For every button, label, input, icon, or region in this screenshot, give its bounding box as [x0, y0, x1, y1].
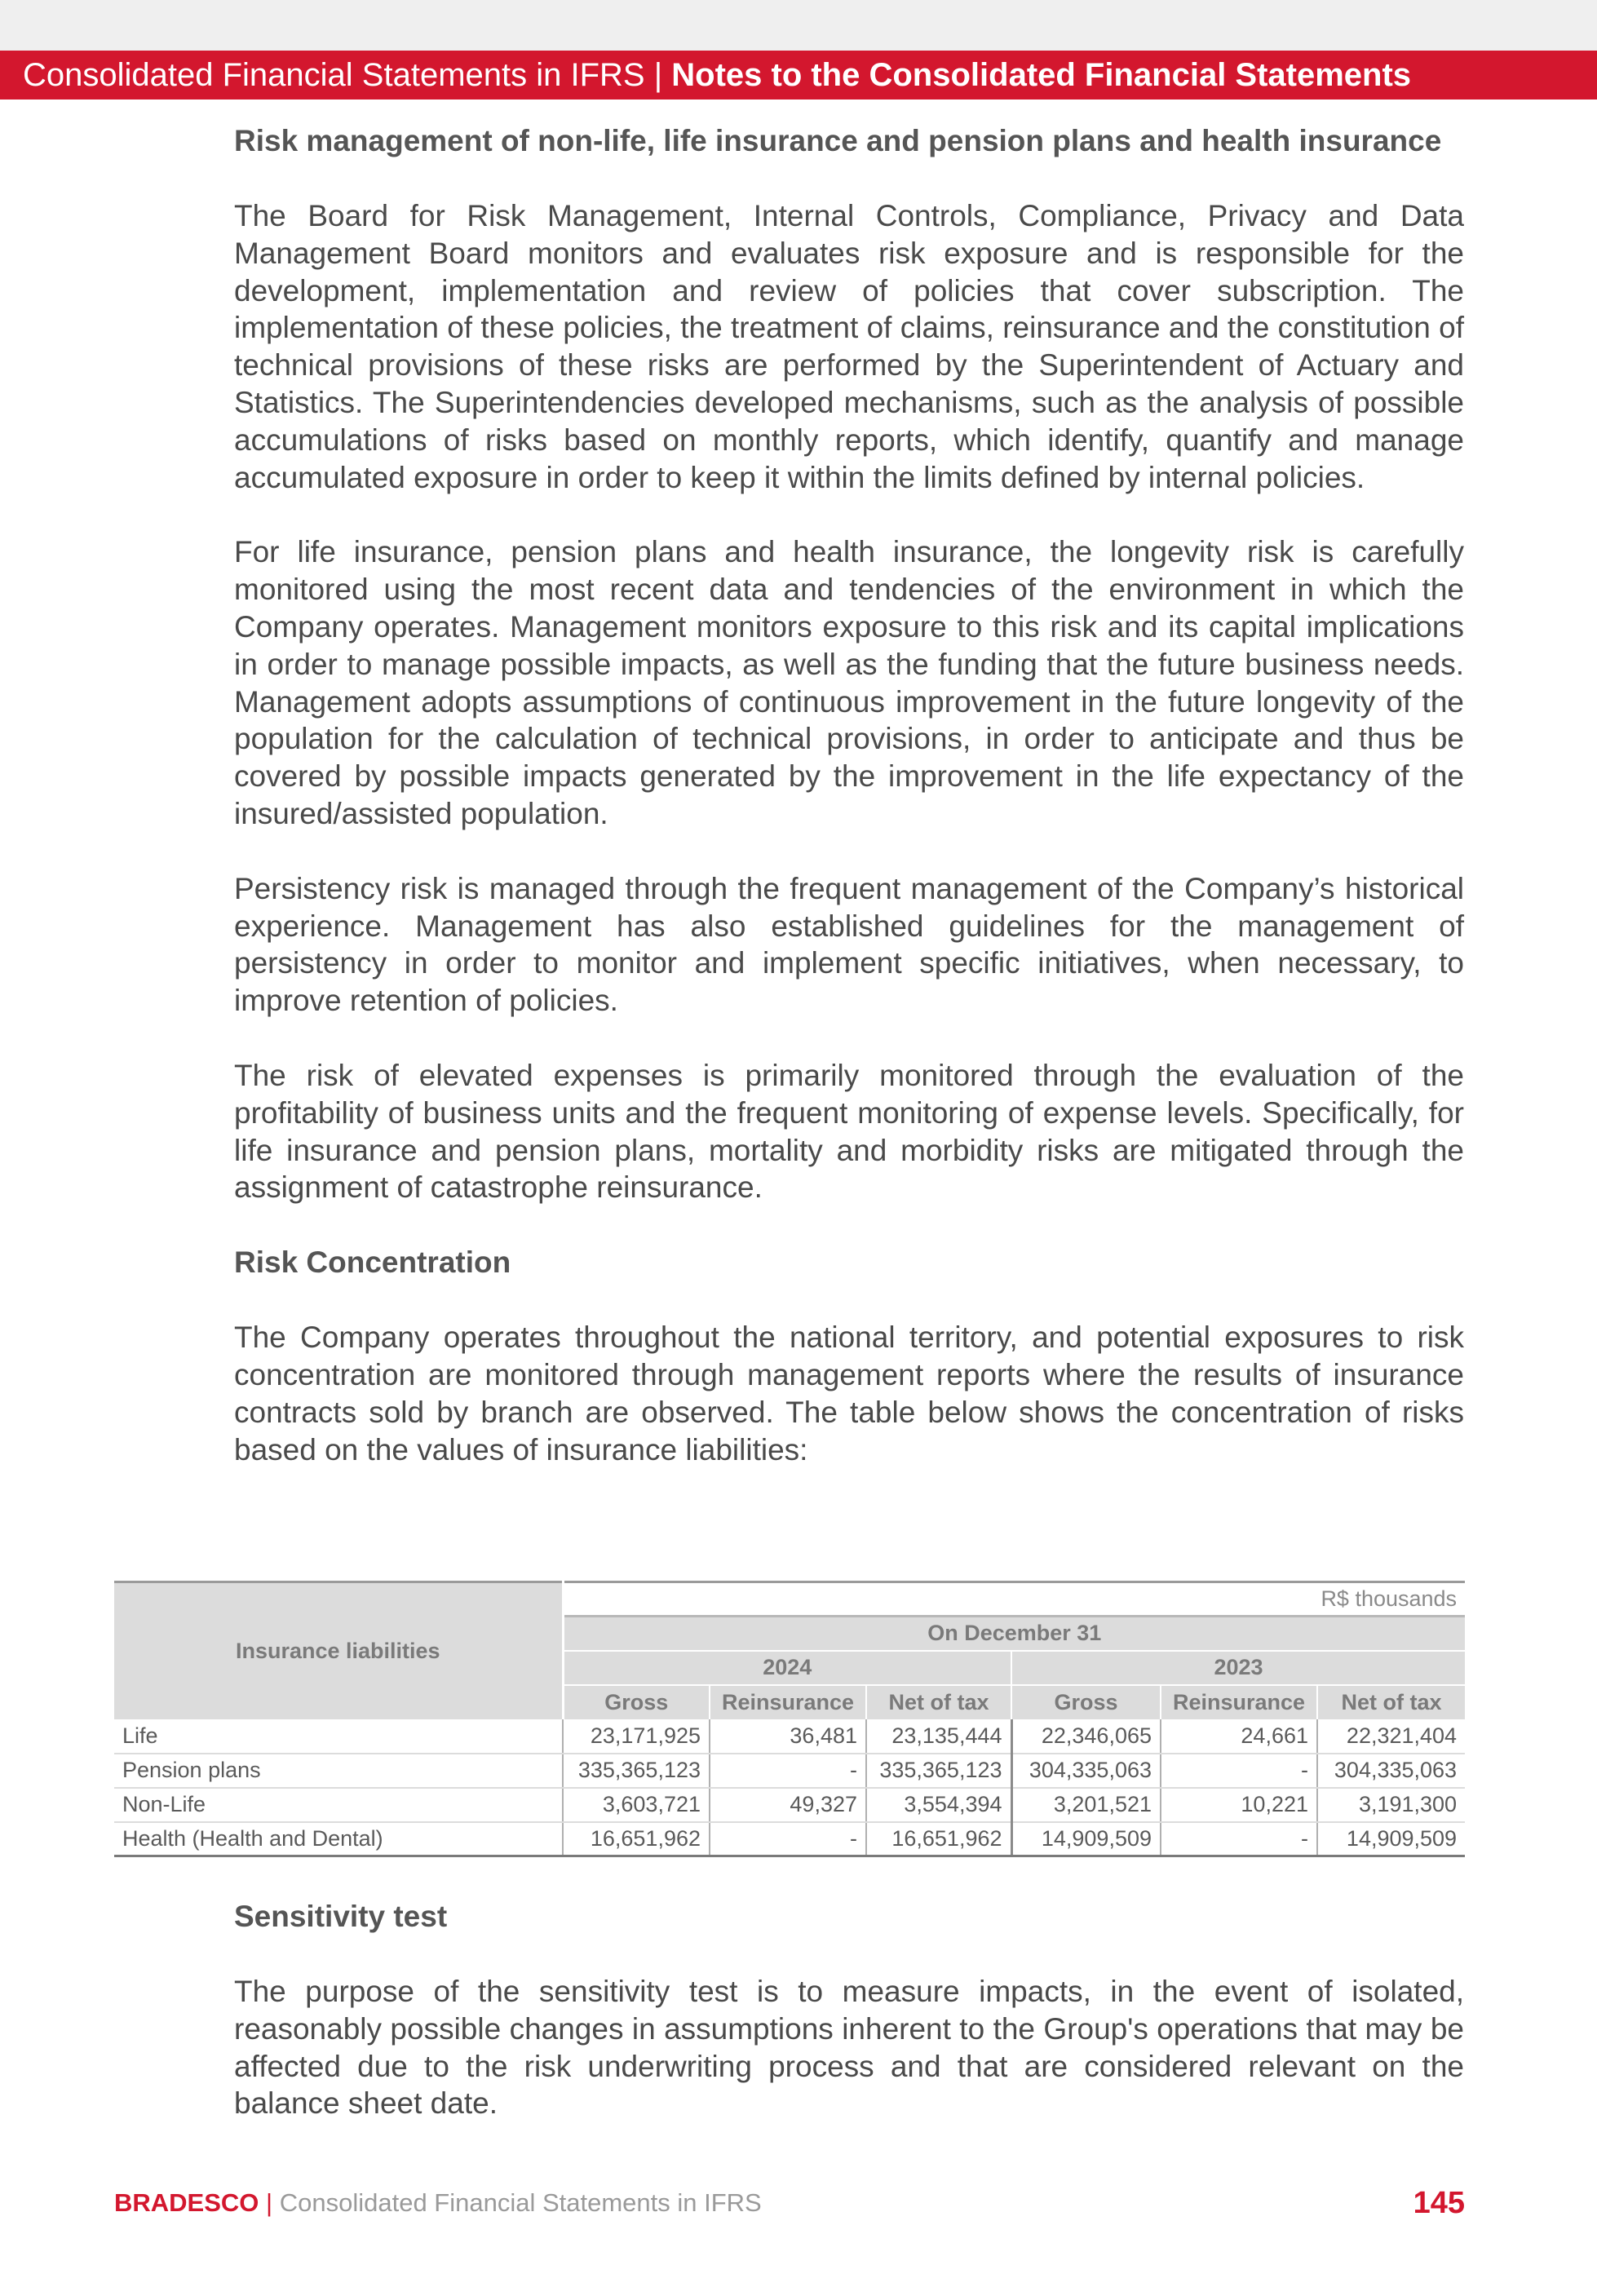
row-label: Life [114, 1719, 563, 1754]
cell-value: 3,603,721 [563, 1788, 710, 1822]
table-row [114, 1719, 1465, 1754]
insurance-liabilities-table [114, 1581, 1465, 1857]
footer-subtitle: Consolidated Financial Statements in IFRS [279, 2188, 762, 2217]
cell-value: 304,335,063 [1011, 1754, 1161, 1788]
cell-value: - [710, 1754, 866, 1788]
cell-value: - [1161, 1822, 1317, 1856]
cell-value: 16,651,962 [866, 1822, 1011, 1856]
col-net-2024: Net of tax [866, 1685, 1011, 1719]
page-footer [114, 2183, 1465, 2223]
top-strip [0, 0, 1597, 51]
col-reinsurance-2024: Reinsurance [710, 1685, 866, 1719]
cell-value: 14,909,509 [1011, 1822, 1161, 1856]
cell-value: - [710, 1822, 866, 1856]
year-header-2024: 2024 [563, 1651, 1011, 1685]
page-header-banner [0, 51, 1597, 100]
cell-value: 16,651,962 [563, 1822, 710, 1856]
unit-label: R$ thousands [563, 1582, 1465, 1617]
header-section: Consolidated Financial Statements in IFRS [23, 57, 645, 93]
row-header-cell: Insurance liabilities [114, 1582, 563, 1719]
cell-value: 23,171,925 [563, 1719, 710, 1754]
cell-value: 10,221 [1161, 1788, 1317, 1822]
heading-sensitivity-test: Sensitivity test [234, 1900, 448, 1933]
cell-value: 49,327 [710, 1788, 866, 1822]
cell-value: 335,365,123 [866, 1754, 1011, 1788]
col-reinsurance-2023: Reinsurance [1161, 1685, 1317, 1719]
page-number: 145 [1413, 2186, 1465, 2220]
cell-value: 22,321,404 [1317, 1719, 1465, 1754]
paragraph-board: The Board for Risk Management, Internal Controls, Compliance, Privacy and Data Management Board monitors and evaluates risk exposure and is responsible for the development, implementation and review of policies that cover subscription. The implementation of these policies, the treatment of claims, reinsurance and the constitution of technical provisions of these risks are performed by the Superintendent of Actuary and Statistics. The Superintendencies developed mechanisms, such as the analysis of possible accumulations of risks based on monthly reports, which identify, quantify and manage accumulated exposure in order to keep it within the limits defined by internal policies. [234, 199, 1464, 494]
sensitivity-section [234, 1898, 1464, 2122]
main-content [234, 122, 1464, 1468]
footer-separator: | [266, 2188, 273, 2217]
footer-brand: BRADESCO [114, 2188, 259, 2217]
paragraph-sensitivity: The purpose of the sensitivity test is to measure impacts, in the event of isolated, reasonably possible changes in assumptions inherent to the Group's operations that may be affected due to the risk underwriting process and that are considered relevant on the balance sheet date. [234, 1975, 1464, 2121]
col-gross-2023: Gross [1011, 1685, 1161, 1719]
row-label: Health (Health and Dental) [114, 1822, 563, 1856]
cell-value: 23,135,444 [866, 1719, 1011, 1754]
paragraph-persistency: Persistency risk is managed through the frequent management of the Company’s historical experience. Management has also established guidelines for the management of persistency in order to monitor and implement specific initiatives, when necessary, to improve retention of policies. [234, 871, 1464, 1018]
cell-value: 14,909,509 [1317, 1822, 1465, 1856]
cell-value: 304,335,063 [1317, 1754, 1465, 1788]
cell-value: 335,365,123 [563, 1754, 710, 1788]
period-header: On December 31 [563, 1617, 1465, 1651]
table-row [114, 1788, 1465, 1822]
cell-value: 3,554,394 [866, 1788, 1011, 1822]
table-row [114, 1754, 1465, 1788]
paragraph-longevity: For life insurance, pension plans and health insurance, the longevity risk is carefully monitored using the most recent data and tendencies of the environment in which the Company operates. Management monitors exposure to this risk and its capital implications in order to manage possible impacts, as well as the funding that the future business needs. Management adopts assumptions of continuous improvement in the future longevity of the population for the calculation of technical provisions, in order to anticipate and thus be covered by possible impacts generated by the improvement in the life expectancy of the insured/assisted population. [234, 535, 1464, 830]
row-label: Pension plans [114, 1754, 563, 1788]
heading-risk-concentration: Risk Concentration [234, 1245, 511, 1280]
cell-value: 3,191,300 [1317, 1788, 1465, 1822]
cell-value: 3,201,521 [1011, 1788, 1161, 1822]
heading-risk-management: Risk management of non-life, life insurance and pension plans and health insurance [234, 124, 1442, 157]
col-gross-2024: Gross [563, 1685, 710, 1719]
paragraph-expenses: The risk of elevated expenses is primarily monitored through the evaluation of the profitability of business units and the frequent monitoring of expense levels. Specifically, for life insurance and pension plans, mortality and morbidity risks are mitigated through the assignment of catastrophe reinsurance. [234, 1058, 1464, 1205]
header-separator: | [653, 57, 663, 93]
cell-value: - [1161, 1754, 1317, 1788]
paragraph-concentration: The Company operates throughout the national territory, and potential exposures to risk concentration are monitored through management reports where the results of insurance contracts sold by branch are observed. The table below shows the concentration of risks based on the values of insurance liabilities: [234, 1321, 1464, 1467]
year-header-2023: 2023 [1011, 1651, 1465, 1685]
cell-value: 36,481 [710, 1719, 866, 1754]
table-row [114, 1822, 1465, 1856]
row-label: Non-Life [114, 1788, 563, 1822]
cell-value: 24,661 [1161, 1719, 1317, 1754]
header-title: Notes to the Consolidated Financial Statements [671, 57, 1412, 93]
col-net-2023: Net of tax [1317, 1685, 1465, 1719]
cell-value: 22,346,065 [1011, 1719, 1161, 1754]
insurance-liabilities-table-wrap [114, 1581, 1465, 1857]
